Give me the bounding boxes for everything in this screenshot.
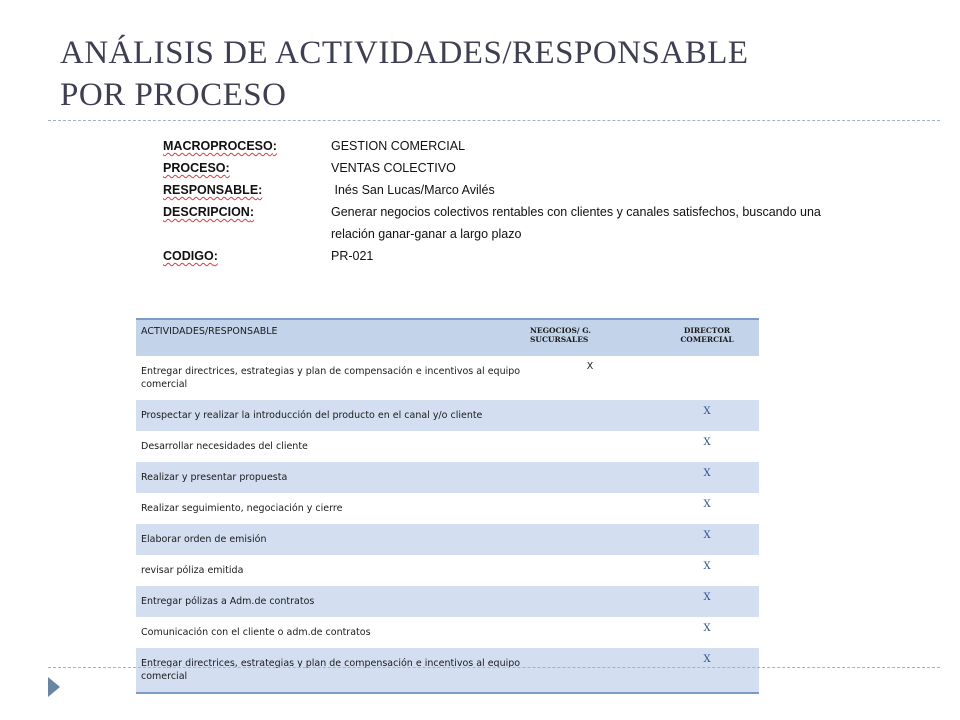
proceso-value: VENTAS COLECTIVO [331, 161, 456, 175]
negocios-cell [525, 586, 654, 617]
responsable-value: Inés San Lucas/Marco Avilés [331, 183, 495, 197]
table-row [136, 462, 759, 493]
codigo-label: CODIGO: [163, 249, 218, 263]
table-row [136, 400, 759, 431]
slide-title [60, 32, 920, 116]
table-row [136, 555, 759, 586]
triangle-right-icon [48, 677, 60, 697]
negocios-cell [525, 555, 654, 586]
header-director: DIRECTOR COMERCIAL [654, 319, 759, 356]
director-cell: X [654, 586, 759, 617]
activity-cell: Entregar directrices, estrategias y plan de compensación e incentivos al equipo comercial [136, 648, 525, 693]
negocios-cell [525, 462, 654, 493]
negocios-cell [525, 617, 654, 648]
activity-cell: Realizar y presentar propuesta [136, 462, 525, 493]
descripcion-value: Generar negocios colectivos rentables con clientes y canales satisfechos, buscando una relación ganar-ganar a largo plazo [331, 205, 821, 241]
header-negocios: NEGOCIOS/ G. SUCURSALES [525, 319, 654, 356]
activities-table [136, 318, 759, 694]
director-cell: X [654, 555, 759, 586]
activity-cell: Entregar directrices, estrategias y plan de compensación e incentivos al equipo comercial [136, 356, 525, 400]
table-row [136, 617, 759, 648]
activity-cell: Realizar seguimiento, negociación y cierre [136, 493, 525, 524]
table-row [136, 524, 759, 555]
slide-title-line-1: ANÁLISIS DE ACTIVIDADES/RESPONSABLE [60, 35, 749, 71]
director-cell: X [654, 493, 759, 524]
header-actividades: ACTIVIDADES/RESPONSABLE [136, 319, 525, 356]
negocios-cell: X [525, 356, 654, 400]
table-row [136, 586, 759, 617]
activity-cell: Comunicación con el cliente o adm.de contratos [136, 617, 525, 648]
proceso-label: PROCESO: [163, 161, 230, 175]
table-row [136, 431, 759, 462]
negocios-cell [525, 648, 654, 693]
director-cell: X [654, 524, 759, 555]
negocios-cell [525, 431, 654, 462]
table-row [136, 648, 759, 693]
responsable-label: RESPONSABLE: [163, 183, 263, 197]
activity-cell: Desarrollar necesidades del cliente [136, 431, 525, 462]
codigo-value: PR-021 [331, 249, 374, 263]
director-cell [654, 356, 759, 400]
table-row [136, 493, 759, 524]
negocios-cell [525, 524, 654, 555]
activity-cell: Elaborar orden de emisión [136, 524, 525, 555]
macroproceso-value: GESTION COMERCIAL [331, 139, 466, 153]
director-cell: X [654, 431, 759, 462]
director-cell: X [654, 617, 759, 648]
director-cell: X [654, 400, 759, 431]
descripcion-label: DESCRIPCION: [163, 205, 254, 219]
top-divider [48, 120, 940, 121]
negocios-cell [525, 493, 654, 524]
director-cell: X [654, 462, 759, 493]
slide-title-line-2: POR PROCESO [60, 77, 287, 113]
activity-cell: revisar póliza emitida [136, 555, 525, 586]
negocios-cell [525, 400, 654, 431]
table-row [136, 356, 759, 400]
activity-cell: Entregar pólizas a Adm.de contratos [136, 586, 525, 617]
bottom-divider [48, 667, 940, 668]
activity-cell: Prospectar y realizar la introducción del producto en el canal y/o cliente [136, 400, 525, 431]
director-cell: X [654, 648, 759, 693]
macroproceso-label: MACROPROCESO: [163, 139, 277, 153]
table-header-row [136, 319, 759, 356]
